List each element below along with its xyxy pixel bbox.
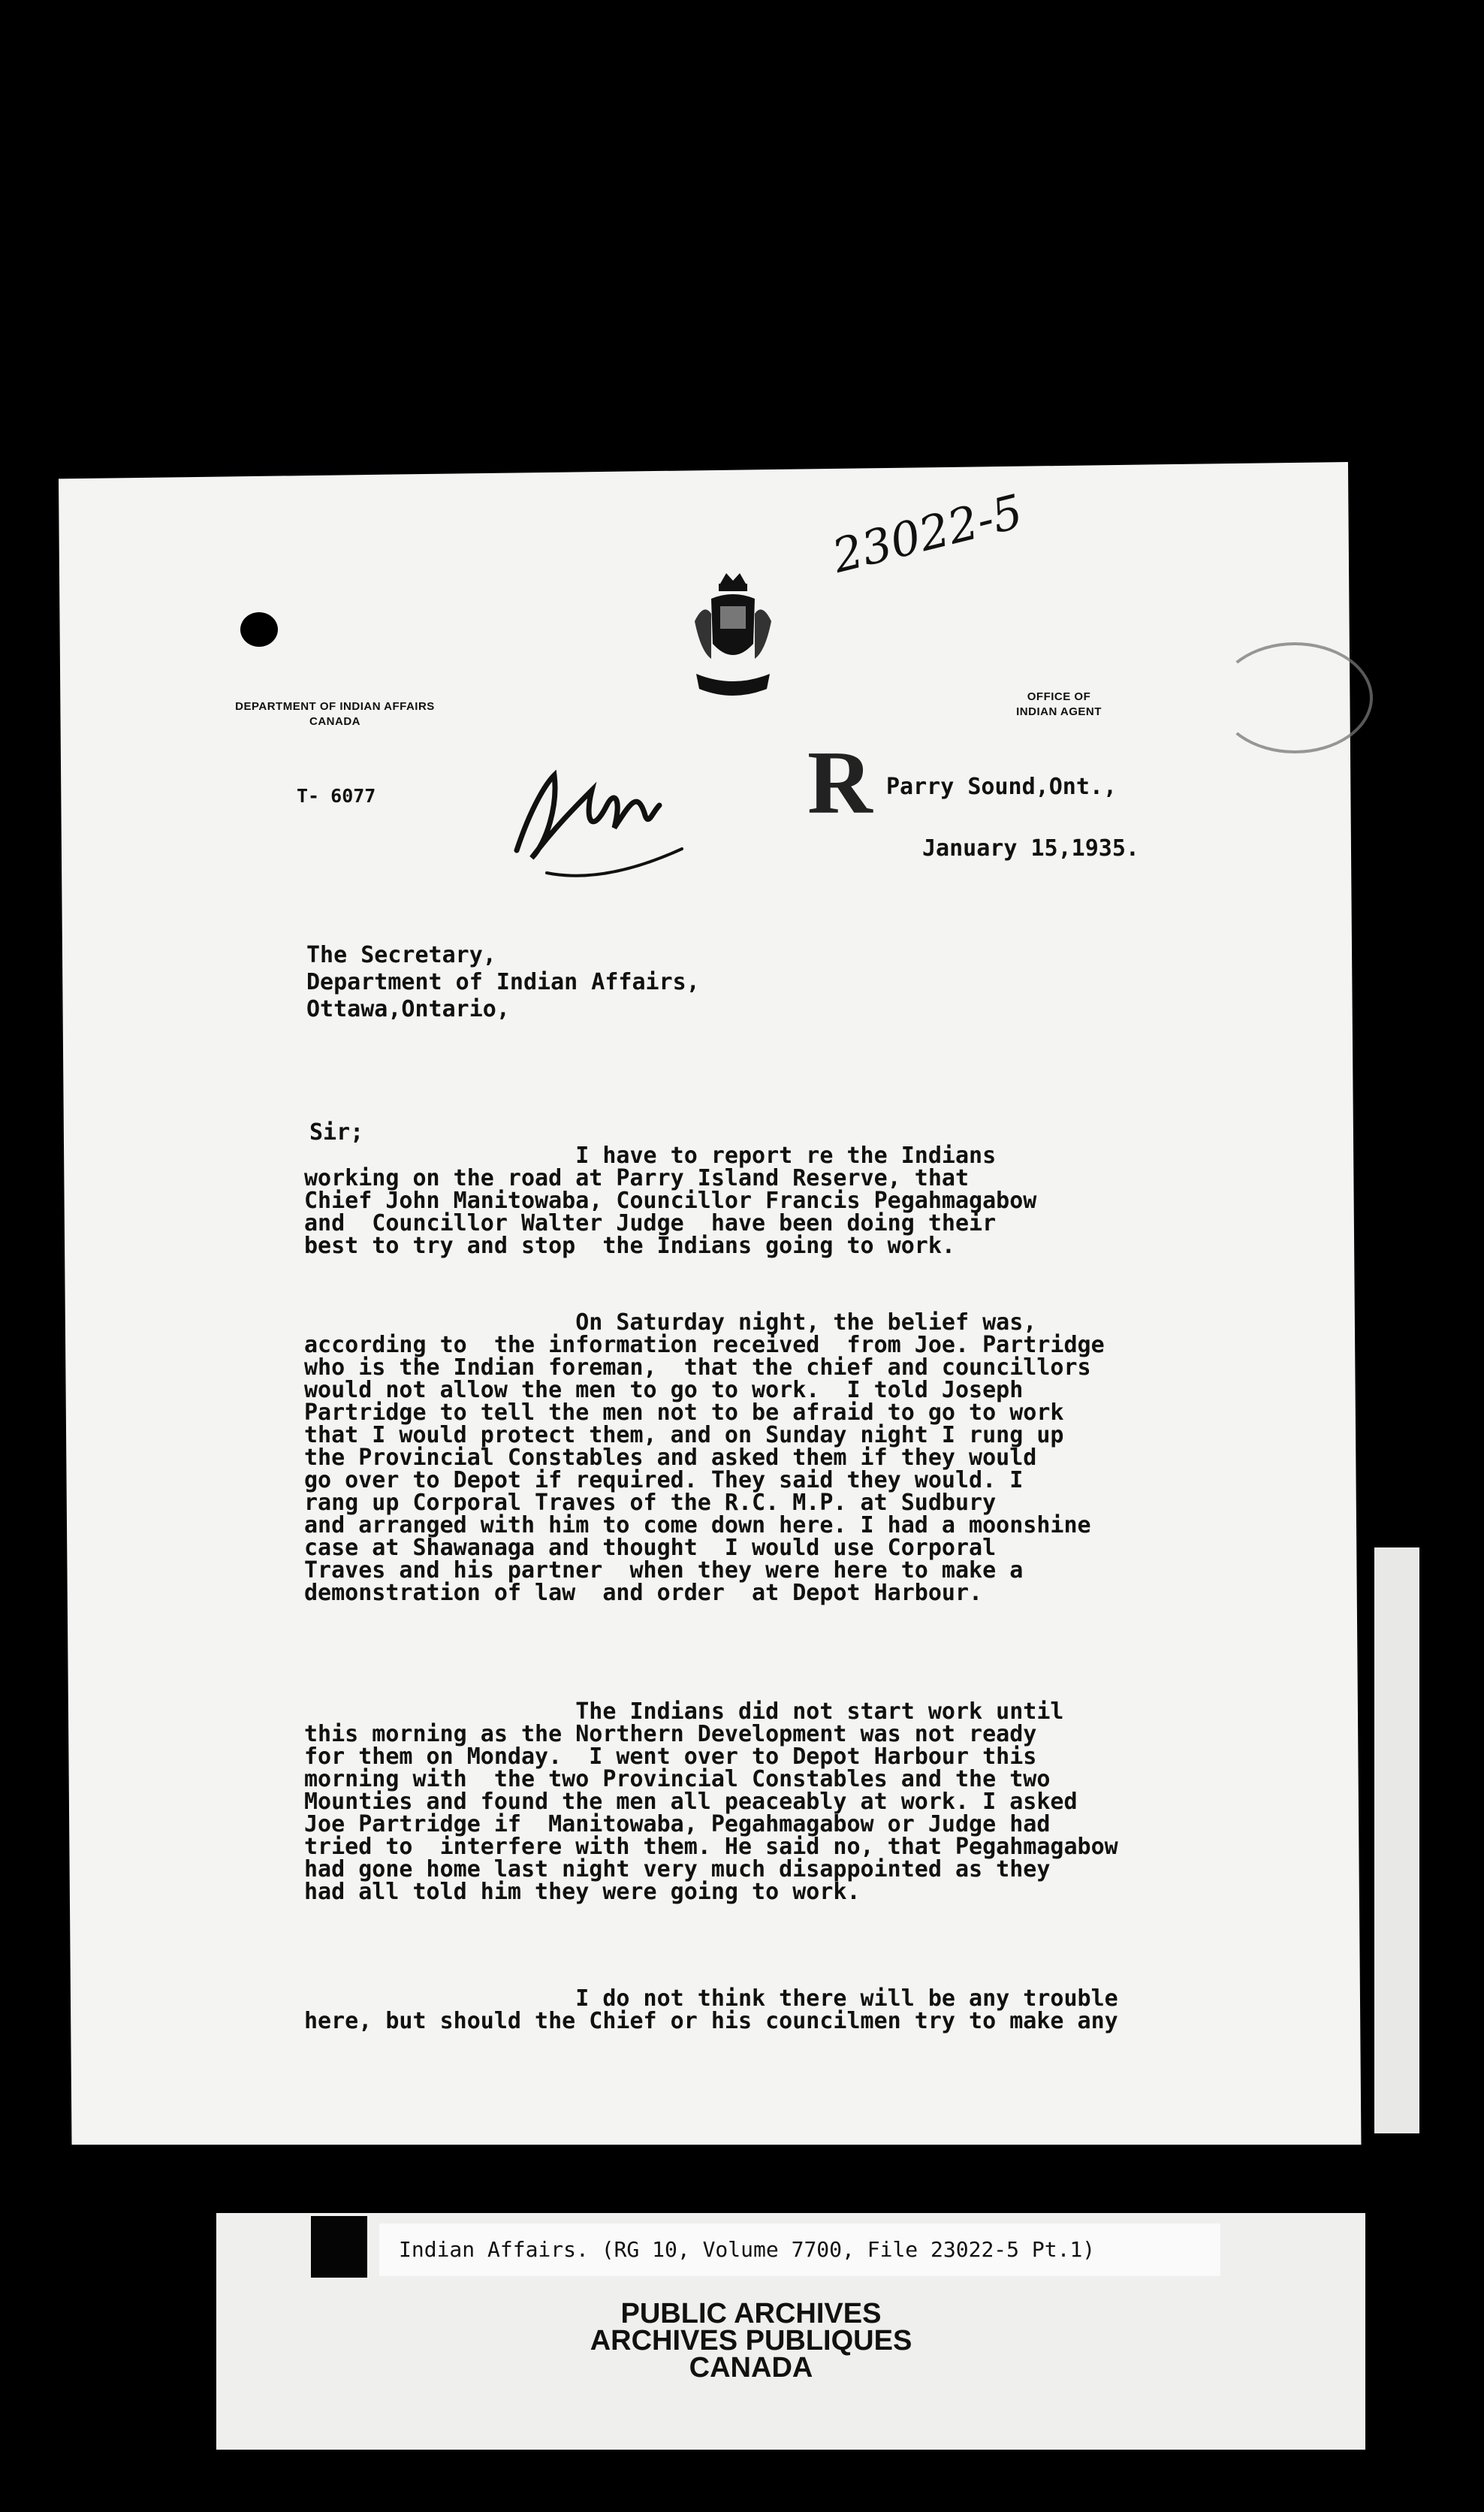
reference-number: T- 6077 <box>297 785 376 807</box>
faint-stamp <box>1217 642 1373 753</box>
text-line: had all told him they were going to work. <box>304 1879 861 1905</box>
text-line: Traves and his partner when they were here to make a <box>304 1557 1024 1584</box>
text-line: The Indians did not start work until <box>304 1698 1064 1725</box>
office-letterhead <box>969 690 1149 720</box>
addressee-block <box>306 942 700 1023</box>
label-dark-patch <box>311 2216 367 2278</box>
text-line: that I would protect them, and on Sunday night I rung up <box>304 1422 1064 1448</box>
text-line: and arranged with him to come down here. I had a moonshine <box>304 1512 1091 1538</box>
addressee-line: Ottawa,Ontario, <box>306 996 510 1022</box>
text-line: On Saturday night, the belief was, <box>304 1309 1037 1336</box>
text-line: Partridge to tell the men not to be afraid to go to work <box>304 1399 1064 1426</box>
punch-hole <box>240 612 278 647</box>
received-mark: R <box>807 732 873 832</box>
text-line: I do not think there will be any trouble <box>304 1985 1118 2012</box>
department-name: DEPARTMENT OF INDIAN AFFAIRS <box>235 700 435 713</box>
addressee-line: Department of Indian Affairs, <box>306 969 700 995</box>
paragraph-3 <box>304 1698 1118 1905</box>
text-line: Chief John Manitowaba, Councillor Francis Pegahmagabow <box>304 1188 1037 1214</box>
paragraph-1 <box>304 1145 1036 1258</box>
text-line: demonstration of law and order at Depot Harbour. <box>304 1580 983 1606</box>
archive-name <box>488 2298 1014 2384</box>
office-line-2: INDIAN AGENT <box>1016 705 1102 718</box>
text-line: morning with the two Provincial Constables and the two <box>304 1766 1051 1792</box>
text-line: according to the information received from Joe. Partridge <box>304 1332 1105 1358</box>
addressee-line: The Secretary, <box>306 942 496 968</box>
text-line: go over to Depot if required. They said they would. I <box>304 1467 1024 1493</box>
archive-citation <box>379 2224 1220 2276</box>
department-country: CANADA <box>309 715 360 728</box>
text-line: Mounties and found the men all peaceably at work. I asked <box>304 1789 1078 1815</box>
page-edge <box>1374 1547 1419 2133</box>
archive-line-3: CANADA <box>689 2352 813 2384</box>
coat-of-arms-icon <box>689 569 777 702</box>
text-line: case at Shawanaga and thought I would use Corporal <box>304 1535 997 1561</box>
text-line: best to try and stop the Indians going to work. <box>304 1233 955 1259</box>
text-line: I have to report re the Indians <box>304 1143 997 1169</box>
archive-line-1: PUBLIC ARCHIVES <box>620 2298 882 2329</box>
text-line: had gone home last night very much disappointed as they <box>304 1856 1051 1882</box>
handwritten-file-number: 23022-5 <box>827 483 1028 584</box>
text-line: this morning as the Northern Development was not ready <box>304 1721 1037 1747</box>
signature-scribble <box>502 760 686 888</box>
text-line: who is the Indian foreman, that the chief and councillors <box>304 1354 1091 1381</box>
paragraph-2 <box>304 1309 1105 1606</box>
text-line: and Councillor Walter Judge have been doing their <box>304 1210 997 1236</box>
text-line: rang up Corporal Traves of the R.C. M.P. at Sudbury <box>304 1490 997 1516</box>
text-line: for them on Monday. I went over to Depot Harbour this <box>304 1744 1037 1770</box>
text-line: the Provincial Constables and asked them if they would <box>304 1445 1037 1471</box>
text-line: working on the road at Parry Island Reserve, that <box>304 1165 970 1191</box>
letter-location: Parry Sound,Ont., <box>886 774 1118 800</box>
office-line-1: OFFICE OF <box>1027 690 1091 703</box>
text-line: tried to interfere with them. He said no, that Pegahmagabow <box>304 1834 1118 1860</box>
citation-text: Indian Affairs. (RG 10, Volume 7700, File 23022-5 Pt.1) <box>399 2237 1096 2262</box>
archive-line-2: ARCHIVES PUBLIQUES <box>590 2325 912 2357</box>
salutation: Sir; <box>309 1119 364 1146</box>
department-letterhead <box>170 699 500 729</box>
paragraph-4 <box>304 1985 1118 2034</box>
letter-date: January 15,1935. <box>922 835 1139 862</box>
text-line: would not allow the men to go to work. I told Joseph <box>304 1377 1024 1403</box>
text-line: here, but should the Chief or his councilmen try to make any <box>304 2008 1118 2034</box>
text-line: Joe Partridge if Manitowaba, Pegahmagabow or Judge had <box>304 1811 1051 1837</box>
